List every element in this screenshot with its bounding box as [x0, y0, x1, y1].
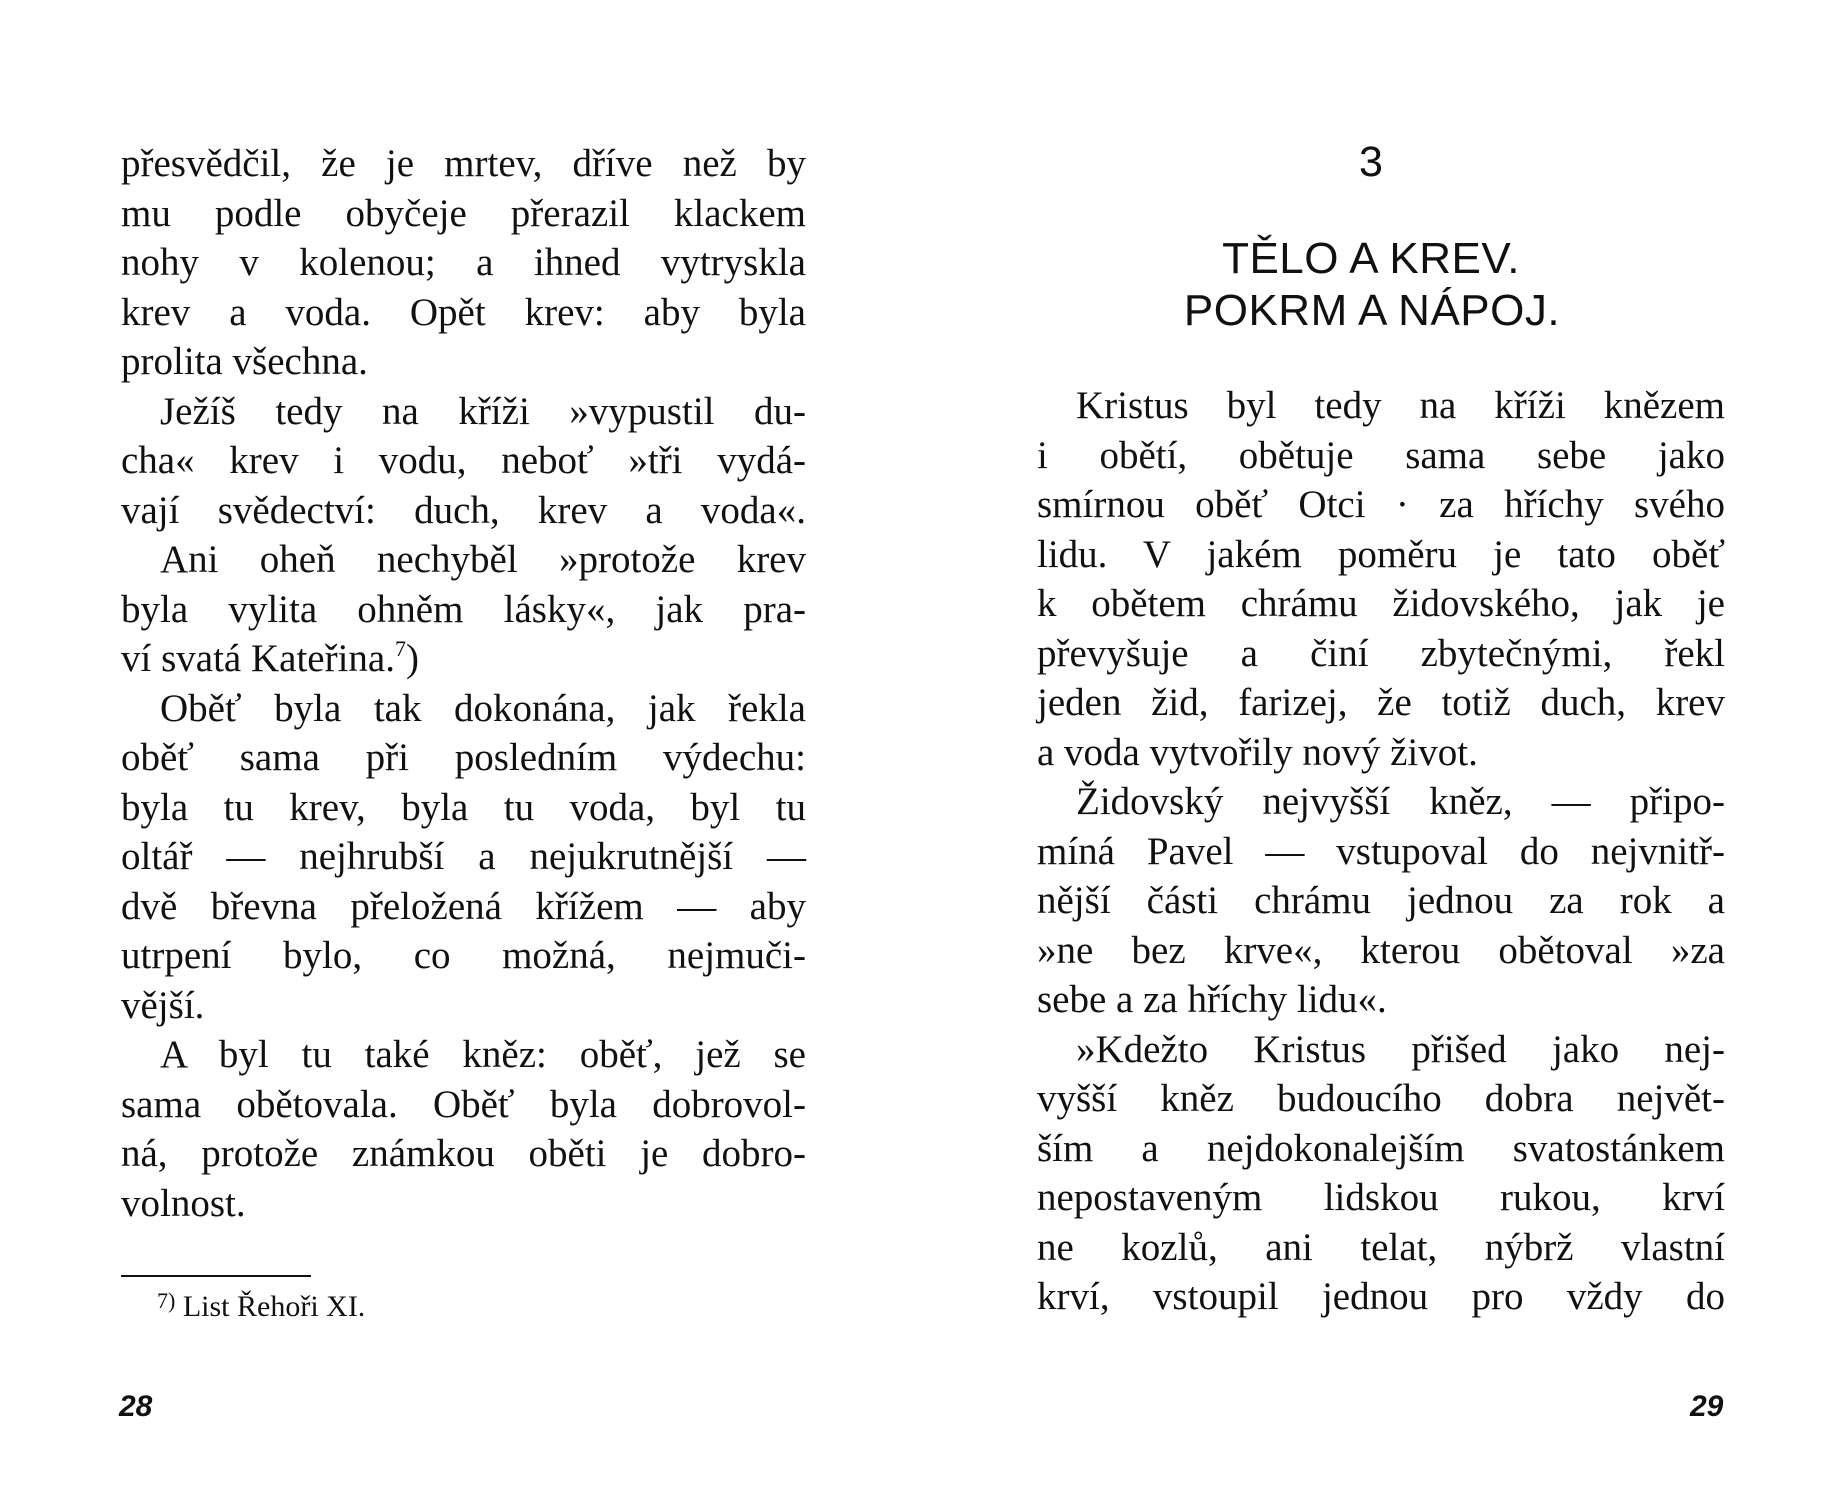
text-line: a voda vytvořily nový život. — [1037, 730, 1478, 774]
text-line: nější části chrámu jednou za rok a — [1037, 879, 1725, 922]
text-line: převyšuje a činí zbytečnými, řekl — [1037, 631, 1725, 675]
text-line: prolita všechna. — [121, 340, 368, 383]
footnote-text: List Řehoři XI. — [182, 1290, 366, 1323]
text-line: byla vylita ohněm lásky«, jak pra- — [121, 587, 806, 631]
footnote-reference: 7 — [394, 636, 406, 661]
text-line: ne kozlů, ani telat, nýbrž vlastní — [1037, 1225, 1725, 1269]
right-body-text — [1037, 381, 1725, 1322]
text-line: ná, protože známkou oběti je dobro- — [121, 1132, 806, 1175]
text-line: »Kdežto Kristus přišed jako nej- — [1076, 1027, 1725, 1071]
text-line: lidu. V jakém poměru je tato oběť — [1037, 532, 1725, 576]
chapter-title-line: TĚLO A KREV. — [1222, 234, 1520, 283]
text-line: Ježíš tedy na kříži »vypustil du- — [160, 389, 806, 433]
text-line: smírnou oběť Otci · za hříchy svého — [1037, 483, 1725, 526]
text-line: dvě břevna přeložená křížem — aby — [121, 884, 806, 928]
text-line: krev a voda. Opět krev: aby byla — [121, 290, 806, 334]
text-line: ším a nejdokonalejším svatostánkem — [1037, 1126, 1725, 1170]
text-line: Židovský nejvyšší kněz, — připo- — [1076, 780, 1725, 823]
footnote-divider — [121, 1275, 311, 1277]
text-line: Oběť byla tak dokonána, jak řekla — [160, 686, 806, 730]
text-line: sama obětovala. Oběť byla dobrovol- — [121, 1082, 806, 1126]
page-number-right: 29 — [1690, 1390, 1724, 1423]
text-line: mu podle obyčeje přerazil klackem — [121, 191, 806, 235]
text-line: sebe a za hříchy lidu«. — [1037, 978, 1387, 1021]
text-line: oltář — nejhrubší a nejukrutnější — — [121, 835, 806, 878]
text-line: volnost. — [121, 1181, 246, 1225]
text-line: i obětí, obětuje sama sebe jako — [1037, 433, 1725, 477]
left-body-text — [121, 139, 806, 1228]
text-line: oběť sama při posledním výdechu: — [121, 736, 806, 779]
text-line-content: ví svatá Kateřina. — [121, 637, 395, 680]
text-line: nepostaveným lidskou rukou, krví — [1037, 1176, 1725, 1219]
chapter-title-line: POKRM A NÁPOJ. — [1183, 286, 1561, 335]
footnote-mark: 7) — [157, 1288, 176, 1313]
text-line: vají svědectví: duch, krev a voda«. — [121, 488, 806, 532]
chapter-title — [914, 233, 1828, 337]
right-page — [914, 0, 1828, 1501]
text-line-with-footnote — [121, 634, 806, 684]
text-line: nohy v kolenou; a ihned vytryskla — [121, 241, 806, 284]
footnote — [157, 1282, 365, 1326]
text-line: Ani oheň nechyběl »protože krev — [160, 538, 806, 581]
footnote-reference-close: ) — [405, 637, 419, 680]
page-number-left: 28 — [119, 1390, 153, 1423]
text-line: cha« krev i vodu, neboť »tři vydá- — [121, 439, 806, 482]
text-line: vyšší kněz budoucího dobra největ- — [1037, 1077, 1725, 1120]
text-line: byla tu krev, byla tu voda, byl tu — [121, 785, 806, 829]
text-line: utrpení bylo, co možná, nejmuči- — [121, 934, 806, 977]
text-line: »ne bez krve«, kterou obětoval »za — [1037, 928, 1725, 972]
text-line: přesvědčil, že je mrtev, dříve než by — [121, 142, 806, 185]
text-line: míná Pavel — vstupoval do nejvnitř- — [1037, 829, 1725, 873]
text-line: krví, vstoupil jednou pro vždy do — [1037, 1275, 1725, 1318]
text-line: k obětem chrámu židovského, jak je — [1037, 582, 1725, 625]
text-line: jeden žid, farizej, že totiž duch, krev — [1037, 681, 1725, 724]
text-line: Kristus byl tedy na kříži knězem — [1076, 384, 1725, 427]
text-line: A byl tu také kněz: oběť, jež se — [160, 1033, 806, 1076]
text-line: vější. — [121, 983, 205, 1027]
chapter-number: 3 — [1359, 138, 1383, 186]
